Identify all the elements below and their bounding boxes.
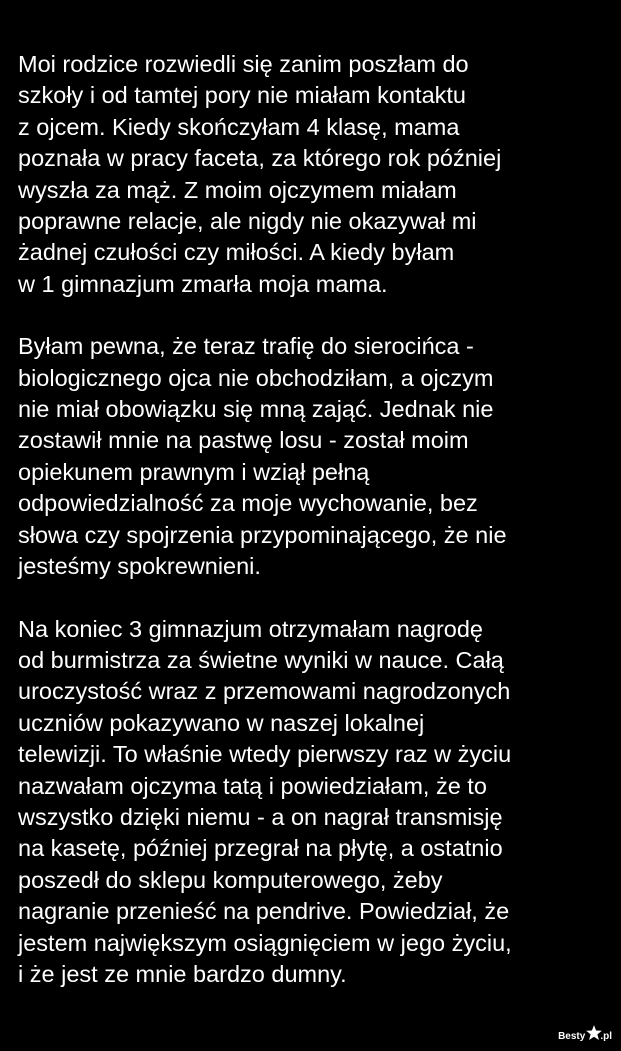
bestypl-watermark: [558, 1024, 612, 1042]
text-line: uczniów pokazywano w naszej lokalnej: [18, 709, 425, 736]
text-line: Na koniec 3 gimnazjum otrzymałam nagrodę: [18, 615, 483, 642]
story-text: [18, 49, 613, 990]
text-line: szkoły i od tamtej pory nie miałam kontaktu: [18, 82, 466, 109]
text-line: biologicznego ojca nie obchodziłam, a ojczym: [18, 364, 494, 391]
text-line: od burmistrza za świetne wyniki w nauce. Całą: [18, 646, 504, 673]
text-line: w 1 gimnazjum zmarła moja mama.: [18, 270, 388, 297]
text-line: wyszła za mąż. Z moim ojczymem miałam: [18, 176, 457, 203]
text-line: nie miał obowiązku się mną zająć. Jednak nie: [18, 396, 494, 423]
text-line: wszystko dzięki niemu - a on nagrał transmisję: [18, 803, 503, 830]
text-line: Moi rodzice rozwiedli się zanim poszłam do: [18, 51, 469, 77]
text-line: na kasetę, później przegrał na płytę, a ostatnio: [18, 835, 503, 862]
text-line: słowa czy spojrzenia przypominającego, że nie: [18, 521, 507, 548]
text-line: z ojcem. Kiedy skończyłam 4 klasę, mama: [18, 113, 460, 140]
text-line: zostawił mnie na pastwę losu - został moim: [18, 427, 469, 454]
text-line: Byłam pewna, że teraz trafię do sierocińca -: [18, 333, 474, 360]
story-paragraph-3: [18, 614, 613, 991]
text-line: poznała w pracy faceta, za którego rok później: [18, 145, 502, 172]
text-line: jestem największym osiągnięciem w jego życiu,: [18, 929, 512, 956]
story-paragraph-1: [18, 49, 613, 300]
watermark-tld: .pl: [600, 1031, 612, 1042]
watermark-brand: Besty: [558, 1031, 586, 1042]
text-line: opiekunem prawnym i wziął pełną: [18, 458, 370, 485]
text-line: jesteśmy spokrewnieni.: [18, 553, 261, 580]
text-line: nagranie przenieść na pendrive. Powiedział, że: [18, 898, 510, 925]
text-line: odpowiedzialność za moje wychowanie, bez: [18, 490, 478, 517]
text-line: i że jest ze mnie bardzo dumny.: [18, 960, 347, 987]
text-line: poprawne relacje, ale nigdy nie okazywał mi: [18, 208, 477, 235]
text-line: poszedł do sklepu komputerowego, żeby: [18, 866, 443, 893]
text-line: nazwałam ojczyma tatą i powiedziałam, że to: [18, 772, 487, 799]
story-paragraph-2: [18, 331, 613, 582]
text-line: telewizji. To właśnie wtedy pierwszy raz w życiu: [18, 741, 512, 768]
text-line: uroczystość wraz z przemowami nagrodzonych: [18, 678, 511, 705]
text-line: żadnej czułości czy miłości. A kiedy byłam: [18, 239, 455, 266]
